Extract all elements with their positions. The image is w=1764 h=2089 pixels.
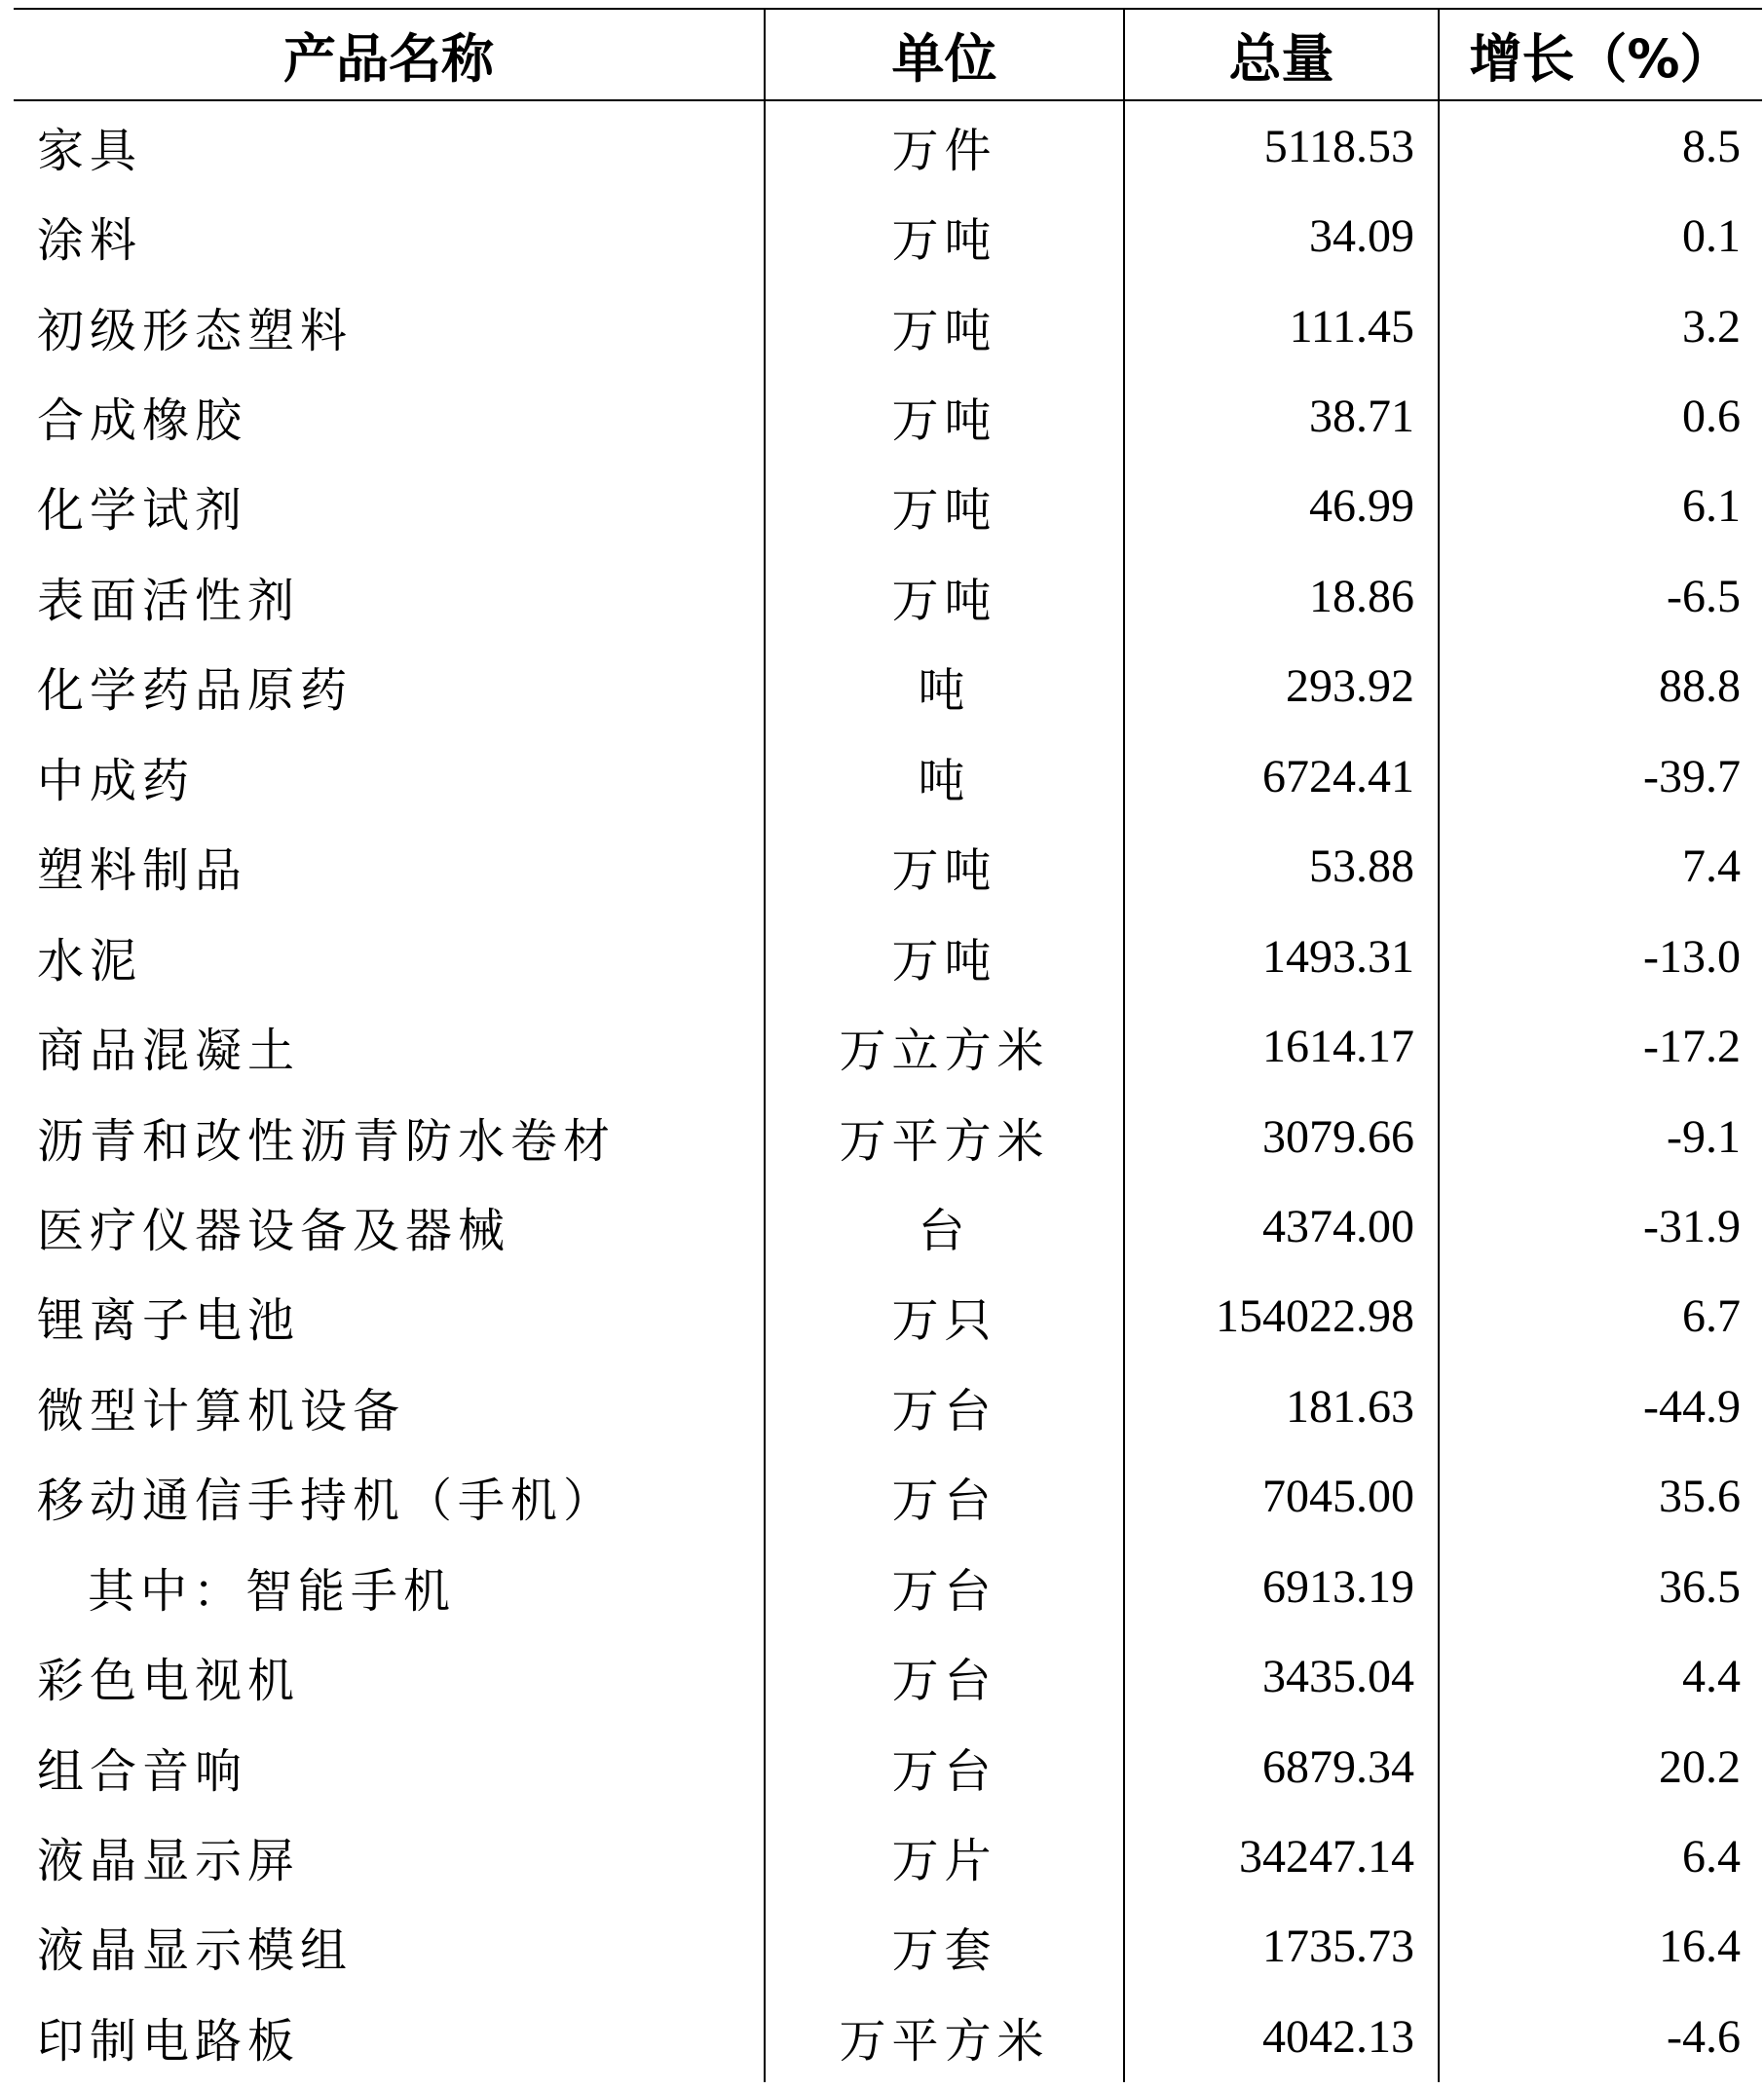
total-cell: 4042.13 bbox=[1124, 1992, 1439, 2081]
product-name-cell: 初级形态塑料 bbox=[14, 281, 765, 371]
unit-cell: 台 bbox=[765, 1181, 1124, 1271]
header-row bbox=[14, 9, 1762, 100]
table-row bbox=[14, 1902, 1762, 1992]
product-name-cell: 化学药品原药 bbox=[14, 642, 765, 731]
total-cell: 7045.00 bbox=[1124, 1452, 1439, 1542]
product-name-cell: 组合音响 bbox=[14, 1722, 765, 1811]
table-row bbox=[14, 1092, 1762, 1181]
product-name-cell: 家具 bbox=[14, 100, 765, 191]
unit-cell: 万立方米 bbox=[765, 1001, 1124, 1091]
unit-cell: 万吨 bbox=[765, 462, 1124, 551]
total-cell: 181.63 bbox=[1124, 1362, 1439, 1451]
product-name-cell: 液晶显示模组 bbox=[14, 1902, 765, 1992]
product-name-cell: 沥青和改性沥青防水卷材 bbox=[14, 1092, 765, 1181]
total-cell: 154022.98 bbox=[1124, 1272, 1439, 1362]
growth-cell: -13.0 bbox=[1643, 930, 1741, 983]
total-cell: 3079.66 bbox=[1124, 1092, 1439, 1181]
unit-cell: 万吨 bbox=[765, 371, 1124, 461]
growth-cell: -9.1 bbox=[1667, 1110, 1741, 1163]
growth-cell: -39.7 bbox=[1643, 750, 1741, 802]
unit-cell: 万片 bbox=[765, 1811, 1124, 1901]
header-product-name: 产品名称 bbox=[14, 9, 765, 100]
unit-cell: 万吨 bbox=[765, 912, 1124, 1001]
unit-cell: 万吨 bbox=[765, 551, 1124, 641]
unit-cell: 吨 bbox=[765, 731, 1124, 821]
table-row bbox=[14, 371, 1762, 461]
unit-cell: 万只 bbox=[765, 1272, 1124, 1362]
growth-cell: -17.2 bbox=[1643, 1021, 1741, 1073]
total-cell: 3435.04 bbox=[1124, 1631, 1439, 1721]
unit-cell: 万平方米 bbox=[765, 1992, 1124, 2081]
total-cell: 4374.00 bbox=[1124, 1181, 1439, 1271]
unit-cell: 万吨 bbox=[765, 281, 1124, 371]
header-unit: 单位 bbox=[765, 9, 1124, 100]
table-row bbox=[14, 912, 1762, 1001]
growth-cell: 20.2 bbox=[1659, 1740, 1741, 1793]
total-cell: 6879.34 bbox=[1124, 1722, 1439, 1811]
table-row bbox=[14, 1181, 1762, 1271]
unit-cell: 万套 bbox=[765, 1902, 1124, 1992]
unit-cell: 万台 bbox=[765, 1362, 1124, 1451]
total-cell: 34.09 bbox=[1124, 191, 1439, 280]
table-row bbox=[14, 1542, 1762, 1631]
table-row bbox=[14, 1992, 1762, 2081]
total-cell: 46.99 bbox=[1124, 462, 1439, 551]
growth-cell: 0.6 bbox=[1682, 391, 1741, 443]
table-row bbox=[14, 1811, 1762, 1901]
product-name-cell: 微型计算机设备 bbox=[14, 1362, 765, 1451]
product-name-cell: 移动通信手持机（手机） bbox=[14, 1452, 765, 1542]
product-name-cell: 液晶显示屏 bbox=[14, 1811, 765, 1901]
growth-cell: -44.9 bbox=[1643, 1380, 1741, 1433]
table-row bbox=[14, 822, 1762, 912]
unit-cell: 万吨 bbox=[765, 822, 1124, 912]
header-growth: 增长（%） bbox=[1439, 9, 1762, 100]
growth-cell: -4.6 bbox=[1667, 2010, 1741, 2063]
growth-cell: 8.5 bbox=[1682, 120, 1741, 172]
growth-cell: 35.6 bbox=[1659, 1471, 1741, 1523]
product-name-cell: 中成药 bbox=[14, 731, 765, 821]
table-row bbox=[14, 100, 1762, 191]
total-cell: 6913.19 bbox=[1124, 1542, 1439, 1631]
table-row bbox=[14, 551, 1762, 641]
total-cell: 53.88 bbox=[1124, 822, 1439, 912]
unit-cell: 吨 bbox=[765, 642, 1124, 731]
unit-cell: 万台 bbox=[765, 1722, 1124, 1811]
total-cell: 1493.31 bbox=[1124, 912, 1439, 1001]
product-name-cell: 商品混凝土 bbox=[14, 1001, 765, 1091]
total-cell: 18.86 bbox=[1124, 551, 1439, 641]
growth-cell: 6.1 bbox=[1682, 480, 1741, 533]
table-header bbox=[14, 9, 1762, 100]
growth-cell: 7.4 bbox=[1682, 840, 1741, 893]
table-row bbox=[14, 1452, 1762, 1542]
table-body bbox=[14, 100, 1762, 2082]
product-name-cell: 锂离子电池 bbox=[14, 1272, 765, 1362]
product-name-cell: 合成橡胶 bbox=[14, 371, 765, 461]
growth-cell: 0.1 bbox=[1682, 210, 1741, 263]
table-row bbox=[14, 642, 1762, 731]
unit-cell: 万平方米 bbox=[765, 1092, 1124, 1181]
total-cell: 1614.17 bbox=[1124, 1001, 1439, 1091]
total-cell: 34247.14 bbox=[1124, 1811, 1439, 1901]
product-name-cell: 医疗仪器设备及器械 bbox=[14, 1181, 765, 1271]
table-row bbox=[14, 281, 1762, 371]
product-name-cell: 表面活性剂 bbox=[14, 551, 765, 641]
growth-cell: -31.9 bbox=[1643, 1200, 1741, 1252]
total-cell: 38.71 bbox=[1124, 371, 1439, 461]
product-name-cell: 涂料 bbox=[14, 191, 765, 280]
table-row bbox=[14, 731, 1762, 821]
unit-cell: 万吨 bbox=[765, 191, 1124, 280]
total-cell: 1735.73 bbox=[1124, 1902, 1439, 1992]
product-name-cell: 化学试剂 bbox=[14, 462, 765, 551]
product-name-cell: 水泥 bbox=[14, 912, 765, 1001]
unit-cell: 万台 bbox=[765, 1542, 1124, 1631]
product-name-cell: 其中：智能手机 bbox=[14, 1542, 765, 1631]
growth-cell: 36.5 bbox=[1659, 1560, 1741, 1613]
table-row bbox=[14, 1631, 1762, 1721]
unit-cell: 万台 bbox=[765, 1452, 1124, 1542]
product-name-cell: 印制电路板 bbox=[14, 1992, 765, 2081]
unit-cell: 万件 bbox=[765, 100, 1124, 191]
product-name-cell: 塑料制品 bbox=[14, 822, 765, 912]
growth-cell: 16.4 bbox=[1659, 1921, 1741, 1973]
product-name-cell: 彩色电视机 bbox=[14, 1631, 765, 1721]
total-cell: 6724.41 bbox=[1124, 731, 1439, 821]
table-row bbox=[14, 1722, 1762, 1811]
table-row bbox=[14, 1001, 1762, 1091]
growth-cell: 4.4 bbox=[1682, 1651, 1741, 1703]
table-row bbox=[14, 462, 1762, 551]
growth-cell: 3.2 bbox=[1682, 300, 1741, 353]
total-cell: 5118.53 bbox=[1124, 100, 1439, 191]
growth-cell: -6.5 bbox=[1667, 570, 1741, 622]
growth-cell: 88.8 bbox=[1659, 660, 1741, 713]
total-cell: 293.92 bbox=[1124, 642, 1439, 731]
product-output-table bbox=[14, 8, 1762, 2082]
table-row bbox=[14, 1272, 1762, 1362]
growth-cell: 6.4 bbox=[1682, 1831, 1741, 1884]
table-row bbox=[14, 191, 1762, 280]
table-row bbox=[14, 1362, 1762, 1451]
header-total: 总量 bbox=[1124, 9, 1439, 100]
total-cell: 111.45 bbox=[1124, 281, 1439, 371]
unit-cell: 万台 bbox=[765, 1631, 1124, 1721]
growth-cell: 6.7 bbox=[1682, 1290, 1741, 1343]
